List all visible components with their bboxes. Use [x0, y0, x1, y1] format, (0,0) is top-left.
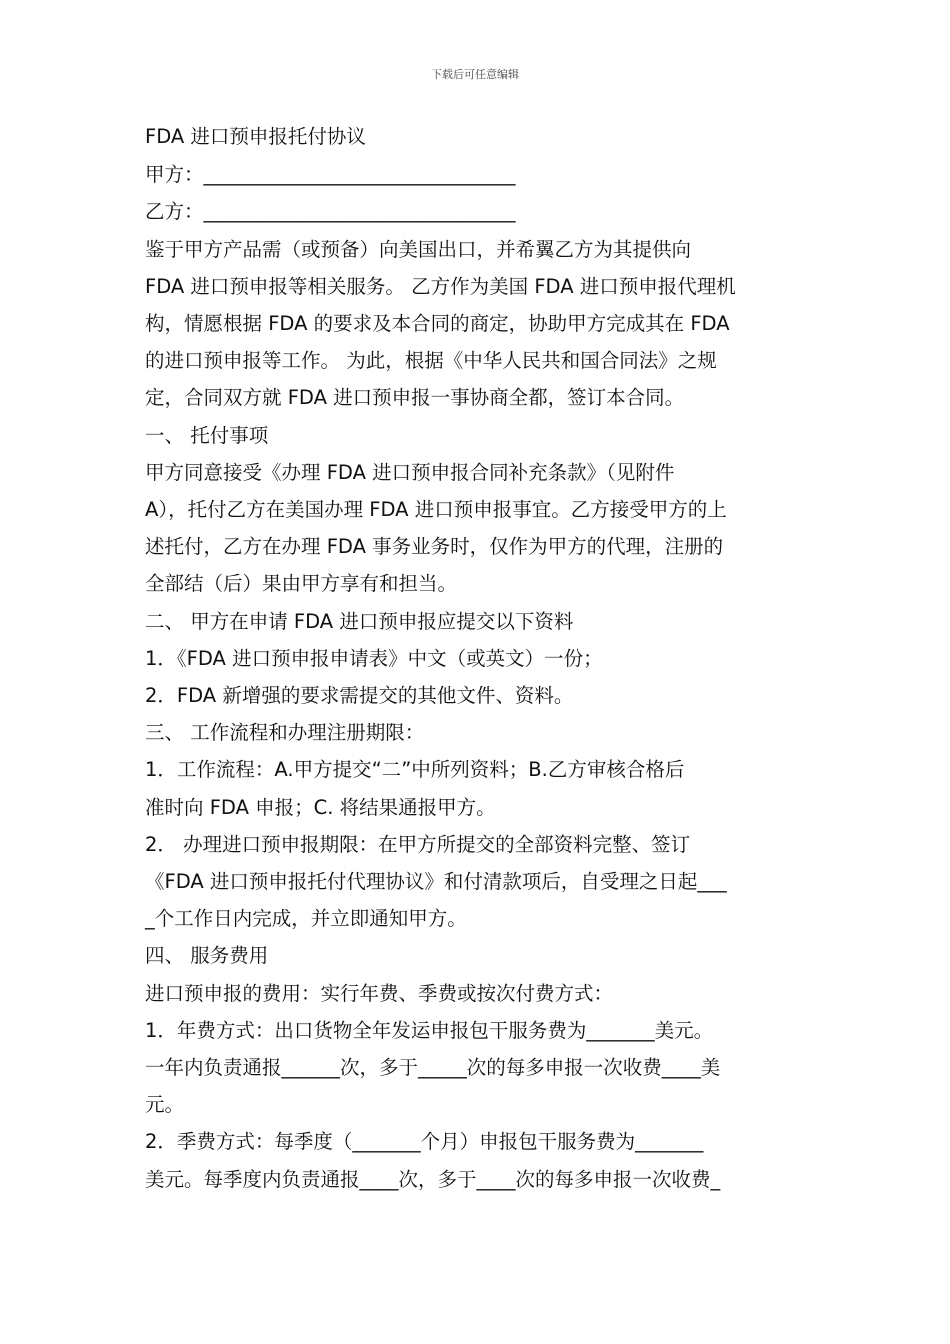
list-item: 2．季费方式：每季度（_______个月）申报包干服务费为_______	[145, 1130, 704, 1154]
list-item: 2． 办理进口预申报期限：在甲方所提交的全部资料完整、签订	[145, 832, 691, 856]
paragraph-line: FDA 进口预申报等相关服务。 乙方作为美国 FDA 进口预申报代理机	[145, 274, 736, 298]
section-heading-2: 二、 甲方在申请 FDA 进口预申报应提交以下资料	[145, 609, 574, 633]
paragraph-line: 甲方同意接受《办理 FDA 进口预申报合同补充条款》（见附件	[145, 460, 675, 484]
party-b-line: 乙方：________________________________	[145, 200, 516, 224]
document-title: FDA 进口预申报托付协议	[145, 125, 366, 148]
list-item: 2．FDA 新增强的要求需提交的其他文件、资料。	[145, 684, 574, 708]
page-header: 下载后可任意编辑	[431, 68, 519, 81]
section-heading-4: 四、 服务费用	[145, 944, 269, 968]
paragraph-line: 《FDA 进口预申报托付代理协议》和付清款项后，自受理之日起___	[145, 870, 727, 894]
paragraph-line: 元。	[145, 1093, 185, 1117]
paragraph-line: 定，合同双方就 FDA 进口预申报一事协商全都，签订本合同。	[145, 386, 685, 410]
party-a-line: 甲方：________________________________	[145, 163, 516, 187]
paragraph-line: A），托付乙方在美国办理 FDA 进口预申报事宜。乙方接受甲方的上	[145, 498, 727, 522]
paragraph-line: 全部结（后）果由甲方享有和担当。	[145, 572, 458, 596]
paragraph-line: 鉴于甲方产品需（或预备）向美国出口，并希翼乙方为其提供向	[145, 237, 692, 261]
paragraph-line: 述托付，乙方在办理 FDA 事务业务时，仅作为甲方的代理，注册的	[145, 535, 724, 559]
paragraph-line: _个工作日内完成，并立即通知甲方。	[145, 907, 467, 931]
document-body	[145, 118, 815, 1198]
list-item: 1．工作流程：A.甲方提交“二”中所列资料；B.乙方审核合格后	[145, 758, 685, 782]
paragraph-line: 的进口预申报等工作。 为此，根据《中华人民共和国合同法》之规	[145, 349, 717, 373]
paragraph-line: 准时向 FDA 申报；C. 将结果通报甲方。	[145, 795, 496, 819]
section-heading-1: 一、 托付事项	[145, 423, 269, 447]
paragraph-line: 美元。每季度内负责通报____次，多于____次的每多申报一次收费_	[145, 1167, 721, 1191]
list-item: 1．《FDA 进口预申报申请表》中文（或英文）一份；	[145, 646, 603, 670]
paragraph-line: 一年内负责通报______次，多于_____次的每多申报一次收费____美	[145, 1056, 721, 1080]
section-heading-3: 三、 工作流程和办理注册期限：	[145, 721, 425, 745]
paragraph-line: 构，情愿根据 FDA 的要求及本合同的商定，协助甲方完成其在 FDA	[145, 312, 730, 336]
paragraph-line: 进口预申报的费用：实行年费、季费或按次付费方式：	[145, 981, 614, 1005]
list-item: 1．年费方式：出口货物全年发运申报包干服务费为_______美元。	[145, 1018, 714, 1042]
